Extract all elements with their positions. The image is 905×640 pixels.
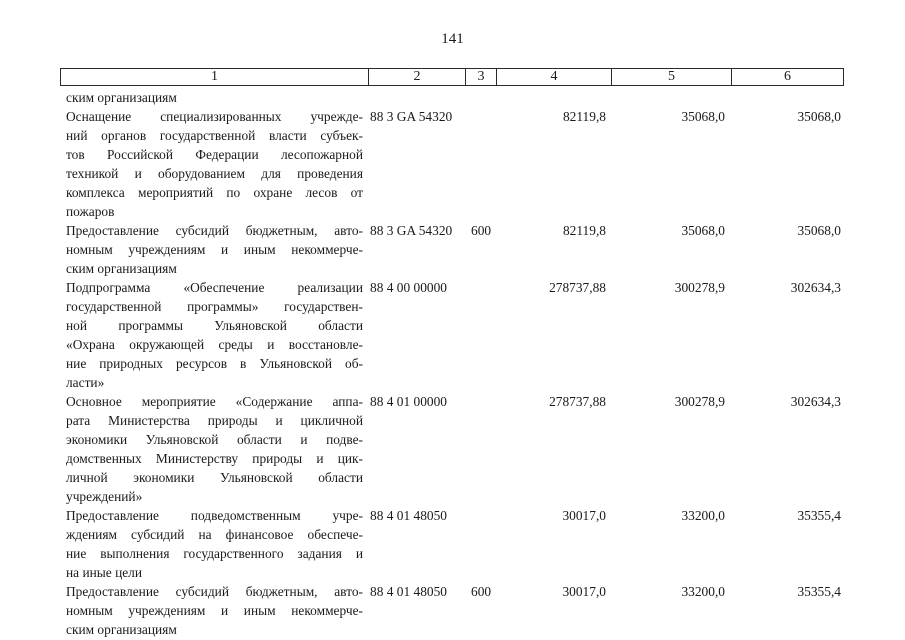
row-description: [66, 506, 363, 582]
table-row: [0, 88, 905, 107]
description-line: ским организациям: [66, 90, 177, 105]
description-line: ний органов государственной власти субъек-: [66, 128, 363, 143]
value-col-4: 30017,0: [562, 584, 606, 599]
value-col-6: 35355,4: [797, 584, 841, 599]
budget-table-body: [0, 88, 905, 639]
description-line: личной экономики Ульяновской области: [66, 470, 363, 485]
description-line: комплекса мероприятий по охране лесов от: [66, 185, 363, 200]
row-description: [66, 107, 363, 221]
description-line: Основное мероприятие «Содержание аппа-: [66, 394, 363, 409]
table-row: [0, 392, 905, 506]
value-col-5: 33200,0: [681, 508, 725, 523]
description-line: Предоставление подведомственным учре-: [66, 508, 363, 523]
value-col-4: 82119,8: [562, 223, 606, 238]
description-line: ским организациям: [66, 622, 177, 637]
row-description: [66, 582, 363, 639]
description-line: рата Министерства природы и цикличной: [66, 413, 363, 428]
expense-type-code: 600: [471, 223, 492, 238]
column-header-5: 5: [611, 69, 731, 85]
description-line: ласти»: [66, 375, 105, 390]
value-col-5: 35068,0: [681, 223, 725, 238]
description-line: тов Российской Федерации лесопожарной: [66, 147, 363, 162]
page-number: 141: [441, 31, 464, 47]
description-line: экономики Ульяновской области и подве-: [66, 432, 363, 447]
value-col-4: 278737,88: [549, 280, 606, 295]
description-line: на иные цели: [66, 565, 143, 580]
description-line: пожаров: [66, 204, 115, 219]
description-line: ждениям субсидий на финансовое обеспече-: [66, 527, 363, 542]
value-col-5: 33200,0: [681, 584, 725, 599]
description-line: ским организациям: [66, 261, 177, 276]
table-row: [0, 278, 905, 392]
target-article-code: 88 4 00 00000: [370, 280, 447, 295]
description-line: техникой и оборудованием для проведения: [66, 166, 363, 181]
description-line: ние выполнения государственного задания и: [66, 546, 363, 561]
value-col-6: 35068,0: [797, 223, 841, 238]
description-line: номным учреждениям и иным некоммерче-: [66, 242, 363, 257]
row-description: [66, 221, 363, 278]
target-article-code: 88 4 01 00000: [370, 394, 447, 409]
description-line: домственных Министерству природы и цик-: [66, 451, 363, 466]
value-col-5: 300278,9: [674, 394, 725, 409]
row-description: [66, 392, 363, 506]
value-col-6: 35355,4: [797, 508, 841, 523]
target-article-code: 88 3 GA 54320: [370, 109, 453, 124]
description-line: государственной программы» государствен-: [66, 299, 363, 314]
row-description: [66, 278, 363, 392]
column-header-1: 1: [211, 69, 218, 84]
column-header-6: 6: [731, 69, 843, 85]
table-row: [0, 506, 905, 582]
description-line: Оснащение специализированных учрежде-: [66, 109, 363, 124]
description-line: ние природных ресурсов в Ульяновской об-: [66, 356, 363, 371]
value-col-6: 35068,0: [797, 109, 841, 124]
target-article-code: 88 3 GA 54320: [370, 223, 453, 238]
description-line: ной программы Ульяновской области: [66, 318, 363, 333]
expense-type-code: 600: [471, 584, 492, 599]
target-article-code: 88 4 01 48050: [370, 584, 447, 599]
table-row: [0, 107, 905, 221]
column-header-2: 2: [368, 69, 465, 85]
description-line: Предоставление субсидий бюджетным, авто-: [66, 223, 363, 238]
value-col-6: 302634,3: [790, 394, 841, 409]
table-row: [0, 582, 905, 639]
column-header-3: 3: [465, 69, 496, 85]
value-col-4: 30017,0: [562, 508, 606, 523]
row-description: [66, 88, 363, 107]
description-line: учреждений»: [66, 489, 143, 504]
value-col-4: 82119,8: [562, 109, 606, 124]
table-header-row: [60, 68, 844, 86]
column-header-4: 4: [496, 69, 611, 85]
description-line: «Охрана окружающей среды и восстановле-: [66, 337, 363, 352]
value-col-4: 278737,88: [549, 394, 606, 409]
description-line: Предоставление субсидий бюджетным, авто-: [66, 584, 363, 599]
value-col-5: 35068,0: [681, 109, 725, 124]
target-article-code: 88 4 01 48050: [370, 508, 447, 523]
value-col-5: 300278,9: [674, 280, 725, 295]
description-line: Подпрограмма «Обеспечение реализации: [66, 280, 363, 295]
description-line: номным учреждениям и иным некоммерче-: [66, 603, 363, 618]
table-row: [0, 221, 905, 278]
value-col-6: 302634,3: [790, 280, 841, 295]
